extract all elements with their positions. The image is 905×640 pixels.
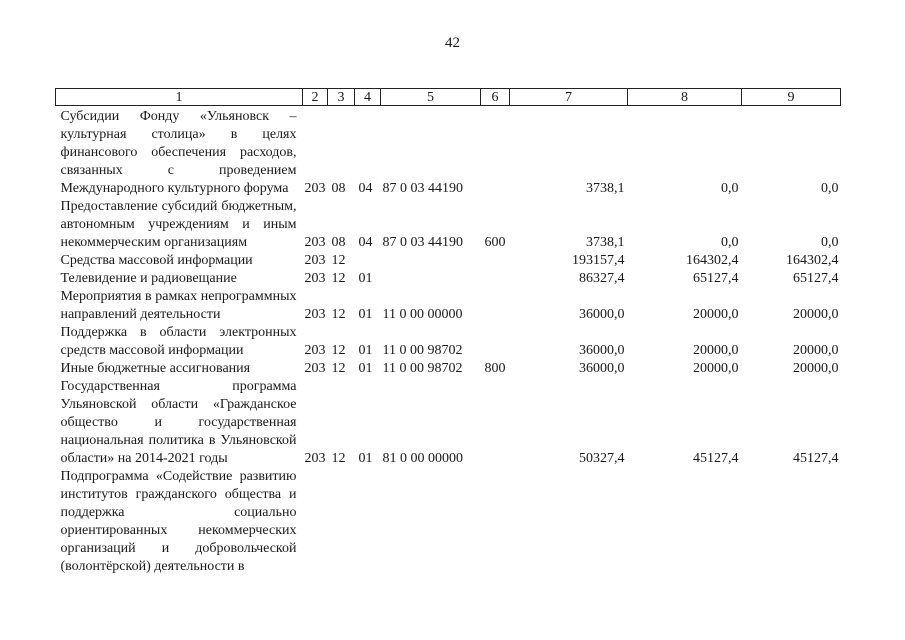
table-row [56, 108, 841, 198]
table-row [56, 198, 841, 252]
row-gr-code: 203 [304, 361, 326, 376]
row-section-code: 12 [331, 451, 346, 466]
table-row [56, 288, 841, 324]
row-section-code: 08 [331, 235, 346, 250]
row-amount-col9: 20000,0 [793, 343, 839, 358]
row-section-code: 12 [331, 361, 346, 376]
table-row [56, 324, 841, 360]
row-section-code: 12 [331, 253, 346, 268]
row-section-code: 08 [331, 181, 346, 196]
row-target-article: 87 0 03 44190 [382, 181, 463, 196]
row-gr-code [303, 468, 328, 576]
row-target-article [381, 270, 481, 288]
row-expense-type [481, 108, 510, 198]
header-col-6: 6 [481, 89, 510, 106]
row-amount-col7 [510, 468, 628, 576]
row-target-article: 11 0 00 98702 [382, 361, 463, 376]
row-amount-col7: 3738,1 [586, 235, 625, 250]
header-col-3: 3 [328, 89, 355, 106]
row-section-code: 12 [331, 343, 346, 358]
row-amount-col7: 36000,0 [579, 307, 625, 322]
row-amount-col9: 0,0 [821, 235, 839, 250]
row-expense-type [481, 378, 510, 468]
header-col-8: 8 [628, 89, 742, 106]
row-amount-col9: 20000,0 [793, 361, 839, 376]
row-section-code [328, 468, 355, 576]
row-gr-code: 203 [304, 253, 326, 268]
row-amount-col8: 20000,0 [693, 361, 739, 376]
row-subsection-code: 04 [358, 181, 373, 196]
row-target-article: 11 0 00 00000 [382, 307, 463, 322]
row-subsection-code [355, 468, 381, 576]
header-col-5: 5 [381, 89, 481, 106]
row-amount-col9: 45127,4 [793, 451, 839, 466]
row-name: Государственная программа Ульяновской области «Гражданское общество и государственная национальная политика в Ульяновской области» на 2014-2021 годы [60, 379, 297, 466]
row-amount-col9 [742, 468, 841, 576]
row-section-code: 12 [331, 271, 346, 286]
row-target-article [381, 252, 481, 270]
table-row [56, 378, 841, 468]
row-gr-code: 203 [304, 271, 326, 286]
row-amount-col7: 36000,0 [579, 361, 625, 376]
row-name: Мероприятия в рамках непрограммных направлений деятельности [60, 289, 297, 322]
row-target-article: 11 0 00 98702 [382, 343, 463, 358]
table-row [56, 252, 841, 270]
row-expense-type [481, 270, 510, 288]
row-subsection-code: 01 [358, 271, 373, 286]
row-name: Подпрограмма «Содействие развитию институтов гражданского общества и поддержка социально ориентированных некоммерческих организаций и добровольческой (волонтёрской) деятельности в [60, 469, 297, 574]
row-gr-code: 203 [304, 307, 326, 322]
row-name: Телевидение и радиовещание [60, 271, 237, 286]
row-expense-type [481, 468, 510, 576]
row-subsection-code: 01 [358, 451, 373, 466]
row-amount-col8: 164302,4 [686, 253, 739, 268]
row-subsection-code: 01 [358, 343, 373, 358]
row-name: Поддержка в области электронных средств массовой информации [60, 325, 297, 358]
row-amount-col8: 0,0 [721, 181, 739, 196]
row-amount-col9: 20000,0 [793, 307, 839, 322]
row-subsection-code: 01 [358, 307, 373, 322]
row-expense-type [481, 288, 510, 324]
row-amount-col8: 20000,0 [693, 307, 739, 322]
row-amount-col7: 86327,4 [579, 271, 625, 286]
row-amount-col9: 65127,4 [793, 271, 839, 286]
row-name: Средства массовой информации [60, 253, 253, 268]
row-section-code: 12 [331, 307, 346, 322]
row-gr-code: 203 [304, 181, 326, 196]
row-amount-col8: 0,0 [721, 235, 739, 250]
header-col-1: 1 [56, 89, 303, 106]
budget-table [55, 88, 841, 576]
table-row [56, 270, 841, 288]
row-amount-col8: 65127,4 [693, 271, 739, 286]
row-target-article: 81 0 00 00000 [382, 451, 463, 466]
row-amount-col7: 50327,4 [579, 451, 625, 466]
header-col-7: 7 [510, 89, 628, 106]
table-body [56, 106, 841, 577]
row-expense-type [481, 324, 510, 360]
row-amount-col8: 20000,0 [693, 343, 739, 358]
row-amount-col9: 0,0 [821, 181, 839, 196]
row-gr-code: 203 [304, 343, 326, 358]
row-amount-col8: 45127,4 [693, 451, 739, 466]
row-amount-col8 [628, 468, 742, 576]
row-amount-col7: 3738,1 [586, 181, 625, 196]
row-name: Субсидии Фонду «Ульяновск – культурная столица» в целях финансового обеспечения расходов, связанных с проведением Международного культурного форума [60, 109, 297, 196]
row-target-article [381, 468, 481, 576]
row-name: Предоставление субсидий бюджетным, автономным учреждениям и иным некоммерческим организациям [60, 199, 297, 250]
header-row [56, 89, 841, 106]
row-amount-col7: 36000,0 [579, 343, 625, 358]
header-col-2: 2 [303, 89, 328, 106]
row-gr-code: 203 [304, 235, 326, 250]
row-gr-code: 203 [304, 451, 326, 466]
row-expense-type: 800 [484, 361, 506, 376]
row-amount-col9: 164302,4 [786, 253, 839, 268]
header-col-9: 9 [742, 89, 841, 106]
table-header [56, 89, 841, 106]
row-subsection-code: 04 [358, 235, 373, 250]
row-target-article: 87 0 03 44190 [382, 235, 463, 250]
row-expense-type: 600 [484, 235, 506, 250]
row-subsection-code [355, 252, 381, 270]
page-number: 42 [445, 35, 460, 51]
row-amount-col7: 193157,4 [572, 253, 625, 268]
row-expense-type [481, 252, 510, 270]
table-row [56, 360, 841, 378]
row-subsection-code: 01 [358, 361, 373, 376]
table-row [56, 468, 841, 576]
row-name: Иные бюджетные ассигнования [60, 361, 251, 376]
header-col-4: 4 [355, 89, 381, 106]
